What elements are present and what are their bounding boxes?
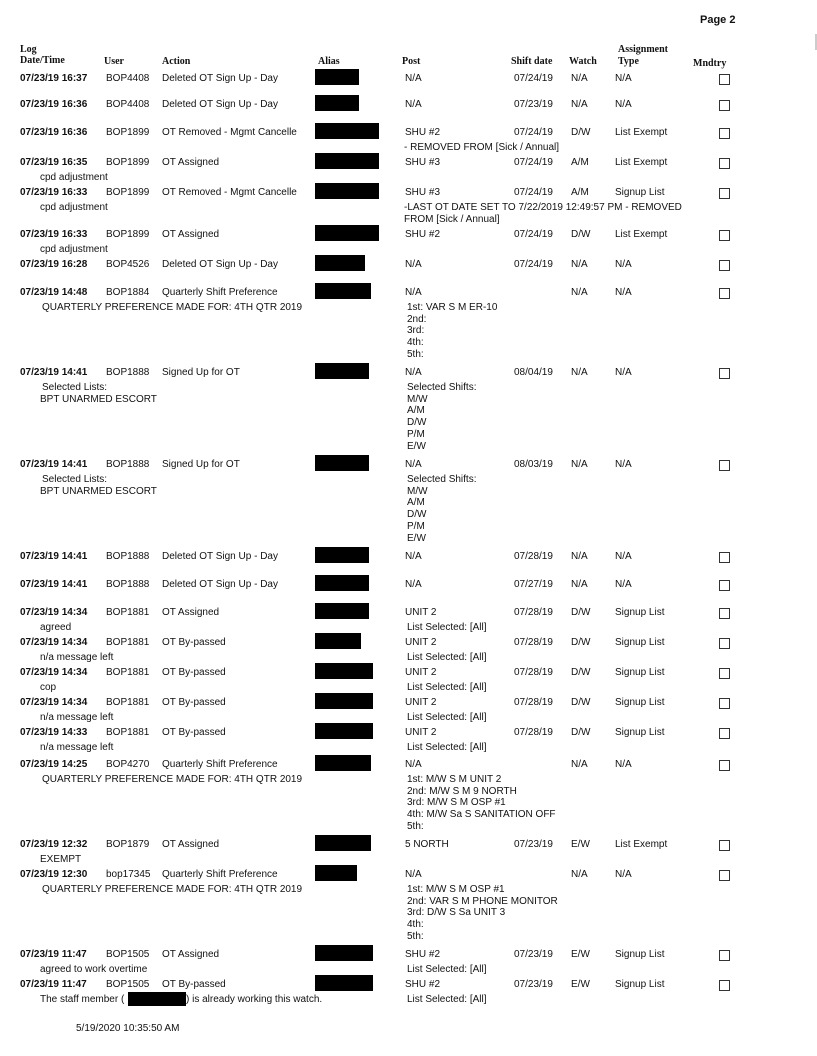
- entry-shift-date: 07/28/19: [514, 727, 553, 738]
- mandatory-checkbox[interactable]: [719, 158, 730, 169]
- mandatory-checkbox[interactable]: [719, 74, 730, 85]
- entry-note: QUARTERLY PREFERENCE MADE FOR: 4TH QTR 2019: [42, 302, 303, 313]
- header-assignment: Assignment: [618, 44, 669, 55]
- entry-user: BOP1881: [106, 637, 150, 648]
- entry-assignment-type: Signup List: [615, 667, 665, 678]
- staff-name-redaction: [128, 992, 186, 1006]
- entry-user: BOP4270: [106, 759, 150, 770]
- header-shift-date: Shift date: [511, 56, 553, 67]
- entry-datetime: 07/23/19 14:34: [20, 697, 88, 708]
- entry-datetime: 07/23/19 14:41: [20, 367, 88, 378]
- entry-watch: N/A: [571, 367, 588, 378]
- entry-shift-date: 07/23/19: [514, 949, 553, 960]
- entry-post-detail: - REMOVED FROM [Sick / Annual]: [404, 142, 560, 153]
- entry-action: Quarterly Shift Preference: [162, 759, 278, 770]
- entry-post-detail: 1st: VAR S M ER-10: [407, 302, 498, 313]
- entry-post-detail: List Selected: [All]: [407, 682, 487, 693]
- entry-note: QUARTERLY PREFERENCE MADE FOR: 4TH QTR 2019: [42, 774, 303, 785]
- alias-redaction: [315, 363, 369, 379]
- entry-action: OT Removed - Mgmt Cancelle: [162, 127, 297, 138]
- entry-user: BOP1505: [106, 949, 150, 960]
- entry-watch: N/A: [571, 99, 588, 110]
- entry-user: BOP1505: [106, 979, 150, 990]
- entry-action: Deleted OT Sign Up - Day: [162, 73, 278, 84]
- entry-post-detail: List Selected: [All]: [407, 652, 487, 663]
- entry-post: N/A: [405, 99, 422, 110]
- mandatory-checkbox[interactable]: [719, 552, 730, 563]
- entry-user: BOP1884: [106, 287, 150, 298]
- entry-action: OT By-passed: [162, 667, 226, 678]
- entry-datetime: 07/23/19 14:41: [20, 579, 88, 590]
- entry-shift-date: 07/28/19: [514, 667, 553, 678]
- entry-datetime: 07/23/19 14:34: [20, 607, 88, 618]
- entry-datetime: 07/23/19 16:36: [20, 99, 88, 110]
- entry-post: SHU #2: [405, 979, 441, 990]
- entry-datetime: 07/23/19 12:32: [20, 839, 88, 850]
- header-alias: Alias: [318, 56, 340, 67]
- mandatory-checkbox[interactable]: [719, 728, 730, 739]
- alias-redaction: [315, 95, 359, 111]
- entry-watch: N/A: [571, 579, 588, 590]
- entry-post-detail: List Selected: [All]: [407, 622, 487, 633]
- entry-datetime: 07/23/19 16:36: [20, 127, 88, 138]
- entry-post-detail: E/W: [407, 532, 426, 544]
- alias-redaction: [315, 575, 369, 591]
- entry-post: 5 NORTH: [405, 839, 449, 850]
- entry-watch: E/W: [571, 979, 590, 990]
- entry-datetime: 07/23/19 14:33: [20, 727, 88, 738]
- entry-post-detail: 3rd:: [407, 325, 425, 337]
- entry-watch: D/W: [571, 727, 591, 738]
- entry-user: BOP1899: [106, 229, 150, 240]
- entry-datetime: 07/23/19 11:47: [20, 949, 87, 960]
- entry-assignment-type: N/A: [615, 287, 632, 298]
- mandatory-checkbox[interactable]: [719, 870, 730, 881]
- mandatory-checkbox[interactable]: [719, 840, 730, 851]
- entry-note: n/a message left: [40, 712, 114, 723]
- entry-post: SHU #2: [405, 949, 441, 960]
- footer-timestamp: 5/19/2020 10:35:50 AM: [76, 1023, 180, 1034]
- entry-assignment-type: N/A: [615, 759, 632, 770]
- entry-post-detail: 2nd:: [407, 313, 427, 325]
- alias-redaction: [315, 945, 373, 961]
- entry-assignment-type: N/A: [615, 367, 632, 378]
- entry-post-detail: 5th:: [407, 930, 424, 942]
- entry-post-detail: M/W: [407, 485, 428, 497]
- entry-post: N/A: [405, 579, 422, 590]
- entry-user: BOP1888: [106, 551, 150, 562]
- alias-redaction: [315, 865, 357, 881]
- entry-assignment-type: N/A: [615, 551, 632, 562]
- mandatory-checkbox[interactable]: [719, 638, 730, 649]
- entry-datetime: 07/23/19 16:35: [20, 157, 88, 168]
- entry-post: N/A: [405, 367, 422, 378]
- mandatory-checkbox[interactable]: [719, 230, 730, 241]
- entry-user: BOP1888: [106, 579, 150, 590]
- alias-redaction: [315, 755, 371, 771]
- entry-post-detail: D/W: [407, 509, 427, 521]
- entry-post-detail: 4th: M/W Sa S SANITATION OFF: [407, 809, 556, 821]
- entry-post-detail: A/M: [407, 497, 425, 509]
- entry-shift-date: 07/24/19: [514, 157, 553, 168]
- entry-action: OT Assigned: [162, 607, 220, 618]
- entry-assignment-type: List Exempt: [615, 157, 668, 168]
- entry-datetime: 07/23/19 14:34: [20, 667, 88, 678]
- entry-shift-date: 07/24/19: [514, 259, 553, 270]
- entry-post: UNIT 2: [405, 727, 437, 738]
- entry-assignment-type: Signup List: [615, 637, 665, 648]
- entry-datetime: 07/23/19 14:34: [20, 637, 88, 648]
- entry-note: n/a message left: [40, 742, 114, 753]
- entry-post-detail: 3rd: M/W S M OSP #1: [407, 797, 506, 809]
- header-log: Log: [20, 44, 37, 55]
- entry-watch: D/W: [571, 697, 591, 708]
- alias-redaction: [315, 723, 373, 739]
- entry-watch: D/W: [571, 637, 591, 648]
- entry-post-detail: FROM [Sick / Annual]: [404, 213, 500, 225]
- entry-user: BOP1888: [106, 367, 150, 378]
- alias-redaction: [315, 183, 379, 199]
- entry-post: UNIT 2: [405, 607, 437, 618]
- entry-user: BOP1881: [106, 607, 150, 618]
- entry-watch: N/A: [571, 759, 588, 770]
- entry-shift-date: 07/28/19: [514, 551, 553, 562]
- entry-watch: N/A: [571, 459, 588, 470]
- entry-watch: D/W: [571, 667, 591, 678]
- entry-user: BOP1881: [106, 727, 150, 738]
- entry-post-detail: List Selected: [All]: [407, 994, 487, 1005]
- entry-watch: E/W: [571, 839, 590, 850]
- entry-post-detail: P/M: [407, 520, 425, 532]
- entry-assignment-type: Signup List: [615, 187, 665, 198]
- alias-redaction: [315, 633, 361, 649]
- entry-post-detail: A/M: [407, 405, 425, 417]
- mandatory-checkbox[interactable]: [719, 188, 730, 199]
- entry-watch: D/W: [571, 127, 591, 138]
- alias-redaction: [315, 663, 373, 679]
- entry-note: cpd adjustment: [40, 202, 108, 213]
- entry-watch: A/M: [571, 187, 589, 198]
- entry-watch: N/A: [571, 869, 588, 880]
- mandatory-checkbox[interactable]: [719, 668, 730, 679]
- entry-post: N/A: [405, 259, 422, 270]
- entry-shift-date: 07/23/19: [514, 839, 553, 850]
- entry-watch: N/A: [571, 551, 588, 562]
- entry-post-detail: 3rd: D/W S Sa UNIT 3: [407, 907, 506, 919]
- entry-shift-date: 08/04/19: [514, 367, 553, 378]
- alias-redaction: [315, 255, 365, 271]
- entry-post: UNIT 2: [405, 667, 437, 678]
- entry-datetime: 07/23/19 14:48: [20, 287, 88, 298]
- entry-shift-date: 07/24/19: [514, 127, 553, 138]
- entry-assignment-type: N/A: [615, 869, 632, 880]
- entry-assignment-type: Signup List: [615, 727, 665, 738]
- entry-user: BOP1881: [106, 667, 150, 678]
- header-user: User: [104, 56, 124, 67]
- entry-post-detail: 2nd: M/W S M 9 NORTH: [407, 785, 517, 797]
- entry-note: agreed: [40, 622, 72, 633]
- entry-post: N/A: [405, 459, 422, 470]
- entry-shift-date: 07/24/19: [514, 187, 553, 198]
- entry-action: OT Assigned: [162, 949, 220, 960]
- entry-shift-date: 07/28/19: [514, 637, 553, 648]
- entry-datetime: 07/23/19 16:33: [20, 187, 88, 198]
- header-mandatory: Mndtry: [693, 58, 727, 69]
- entry-action: Deleted OT Sign Up - Day: [162, 259, 278, 270]
- entry-action: OT Removed - Mgmt Cancelle: [162, 187, 297, 198]
- entry-assignment-type: N/A: [615, 99, 632, 110]
- alias-redaction: [315, 603, 369, 619]
- entry-post-detail: Selected Shifts:: [407, 474, 477, 485]
- entry-post: N/A: [405, 287, 422, 298]
- entry-action: OT By-passed: [162, 727, 226, 738]
- entry-action: OT By-passed: [162, 979, 226, 990]
- entry-post-detail: 5th:: [407, 348, 424, 360]
- entry-post-detail: -LAST OT DATE SET TO 7/22/2019 12:49:57 PM - REMOVED: [404, 202, 682, 213]
- entry-assignment-type: N/A: [615, 459, 632, 470]
- entry-shift-date: 07/23/19: [514, 99, 553, 110]
- entry-shift-date: 07/24/19: [514, 73, 553, 84]
- entry-action: Deleted OT Sign Up - Day: [162, 579, 278, 590]
- entry-shift-date: 07/27/19: [514, 579, 553, 590]
- alias-redaction: [315, 153, 379, 169]
- mandatory-checkbox[interactable]: [719, 980, 730, 991]
- entry-note: cpd adjustment: [40, 172, 108, 183]
- entry-datetime: 07/23/19 14:25: [20, 759, 88, 770]
- entry-note: QUARTERLY PREFERENCE MADE FOR: 4TH QTR 2019: [42, 884, 303, 895]
- entry-datetime: 07/23/19 14:41: [20, 459, 88, 470]
- entry-post-detail: 4th:: [407, 337, 424, 349]
- entry-post: N/A: [405, 759, 422, 770]
- entry-user: BOP4408: [106, 73, 150, 84]
- entry-action: OT Assigned: [162, 839, 220, 850]
- entry-post: UNIT 2: [405, 637, 437, 648]
- alias-redaction: [315, 693, 373, 709]
- entry-datetime: 07/23/19 16:28: [20, 259, 88, 270]
- alias-redaction: [315, 69, 359, 85]
- alias-redaction: [315, 283, 371, 299]
- entry-user: bop17345: [106, 869, 151, 880]
- entry-post-detail: D/W: [407, 417, 427, 429]
- header-action: Action: [162, 56, 191, 67]
- entry-note-prefix: The staff member (: [40, 994, 125, 1005]
- entry-watch: N/A: [571, 287, 588, 298]
- entry-user: BOP1899: [106, 157, 150, 168]
- entry-shift-date: 07/23/19: [514, 979, 553, 990]
- entry-datetime: 07/23/19 12:30: [20, 869, 88, 880]
- entry-post-detail: List Selected: [All]: [407, 712, 487, 723]
- entry-user: BOP1899: [106, 127, 150, 138]
- entry-action: OT Assigned: [162, 157, 220, 168]
- entry-post-detail: 5th:: [407, 820, 424, 832]
- entry-action: Quarterly Shift Preference: [162, 287, 278, 298]
- entry-assignment-type: Signup List: [615, 949, 665, 960]
- entry-shift-date: 07/24/19: [514, 229, 553, 240]
- mandatory-checkbox[interactable]: [719, 288, 730, 299]
- entry-post-detail: 2nd: VAR S M PHONE MONITOR: [407, 895, 558, 907]
- entry-action: Deleted OT Sign Up - Day: [162, 551, 278, 562]
- page-number: Page 2: [700, 14, 736, 26]
- entry-post: N/A: [405, 869, 422, 880]
- mandatory-checkbox[interactable]: [719, 580, 730, 591]
- entry-post-detail: 4th:: [407, 919, 424, 931]
- entry-watch: D/W: [571, 607, 591, 618]
- entry-assignment-type: Signup List: [615, 979, 665, 990]
- entry-action: Signed Up for OT: [162, 459, 240, 470]
- entry-shift-date: 07/28/19: [514, 607, 553, 618]
- entry-assignment-type: List Exempt: [615, 229, 668, 240]
- entry-post-detail: M/W: [407, 393, 428, 405]
- entry-datetime: 07/23/19 14:41: [20, 551, 88, 562]
- entry-post-detail: Selected Shifts:: [407, 382, 477, 393]
- alias-redaction: [315, 835, 371, 851]
- entry-post: SHU #2: [405, 127, 441, 138]
- entry-user: BOP1879: [106, 839, 150, 850]
- entry-post: N/A: [405, 73, 422, 84]
- entry-post-detail: E/W: [407, 440, 426, 452]
- entry-post-detail: 1st: M/W S M UNIT 2: [407, 774, 502, 785]
- entry-action: OT By-passed: [162, 697, 226, 708]
- alias-redaction: [315, 123, 379, 139]
- entry-action: OT Assigned: [162, 229, 220, 240]
- entry-watch: A/M: [571, 157, 589, 168]
- entry-assignment-type: List Exempt: [615, 839, 668, 850]
- mandatory-checkbox[interactable]: [719, 950, 730, 961]
- mandatory-checkbox[interactable]: [719, 100, 730, 111]
- entry-user: BOP1888: [106, 459, 150, 470]
- entry-assignment-type: Signup List: [615, 697, 665, 708]
- header-post: Post: [402, 56, 421, 67]
- entry-note: cpd adjustment: [40, 244, 108, 255]
- entry-note-line: Selected Lists:: [42, 382, 108, 393]
- entry-watch: D/W: [571, 229, 591, 240]
- entry-post: N/A: [405, 551, 422, 562]
- entry-user: BOP1899: [106, 187, 150, 198]
- mandatory-checkbox[interactable]: [719, 698, 730, 709]
- mandatory-checkbox[interactable]: [719, 128, 730, 139]
- alias-redaction: [315, 455, 369, 471]
- alias-redaction: [315, 975, 373, 991]
- entry-assignment-type: N/A: [615, 579, 632, 590]
- entry-note: agreed to work overtime: [40, 964, 148, 975]
- entry-datetime: 07/23/19 16:33: [20, 229, 88, 240]
- entry-note: EXEMPT: [40, 854, 82, 865]
- entry-watch: E/W: [571, 949, 590, 960]
- entry-shift-date: 08/03/19: [514, 459, 553, 470]
- entry-assignment-type: Signup List: [615, 607, 665, 618]
- entry-watch: N/A: [571, 73, 588, 84]
- entry-shift-date: 07/28/19: [514, 697, 553, 708]
- entry-action: Signed Up for OT: [162, 367, 240, 378]
- mandatory-checkbox[interactable]: [719, 760, 730, 771]
- entry-user: BOP4526: [106, 259, 150, 270]
- entry-assignment-type: N/A: [615, 259, 632, 270]
- entry-post-detail: 1st: M/W S M OSP #1: [407, 884, 505, 895]
- header-date-time: Date/Time: [20, 55, 65, 66]
- entry-assignment-type: N/A: [615, 73, 632, 84]
- alias-redaction: [315, 225, 379, 241]
- entry-note: cop: [40, 682, 57, 693]
- entry-action: Quarterly Shift Preference: [162, 869, 278, 880]
- entry-datetime: 07/23/19 16:37: [20, 73, 88, 84]
- entry-note-line: BPT UNARMED ESCORT: [40, 393, 157, 405]
- entry-note: n/a message left: [40, 652, 114, 663]
- mandatory-checkbox[interactable]: [719, 460, 730, 471]
- entry-user: BOP4408: [106, 99, 150, 110]
- entry-post-detail: List Selected: [All]: [407, 964, 487, 975]
- entry-post-detail: List Selected: [All]: [407, 742, 487, 753]
- entry-assignment-type: List Exempt: [615, 127, 668, 138]
- entry-note-suffix: ) is already working this watch.: [186, 994, 323, 1005]
- entry-post: SHU #3: [405, 157, 441, 168]
- header-assignment-type: Type: [618, 56, 639, 67]
- entry-action: OT By-passed: [162, 637, 226, 648]
- entry-action: Deleted OT Sign Up - Day: [162, 99, 278, 110]
- mandatory-checkbox[interactable]: [719, 260, 730, 271]
- entry-post: UNIT 2: [405, 697, 437, 708]
- alias-redaction: [315, 547, 369, 563]
- mandatory-checkbox[interactable]: [719, 368, 730, 379]
- entry-datetime: 07/23/19 11:47: [20, 979, 87, 990]
- entry-post: SHU #2: [405, 229, 441, 240]
- mandatory-checkbox[interactable]: [719, 608, 730, 619]
- header-watch: Watch: [569, 56, 597, 67]
- entry-note-line: Selected Lists:: [42, 474, 108, 485]
- entry-post: SHU #3: [405, 187, 441, 198]
- entry-user: BOP1881: [106, 697, 150, 708]
- entry-note-line: BPT UNARMED ESCORT: [40, 485, 157, 497]
- entry-watch: N/A: [571, 259, 588, 270]
- entry-post-detail: P/M: [407, 428, 425, 440]
